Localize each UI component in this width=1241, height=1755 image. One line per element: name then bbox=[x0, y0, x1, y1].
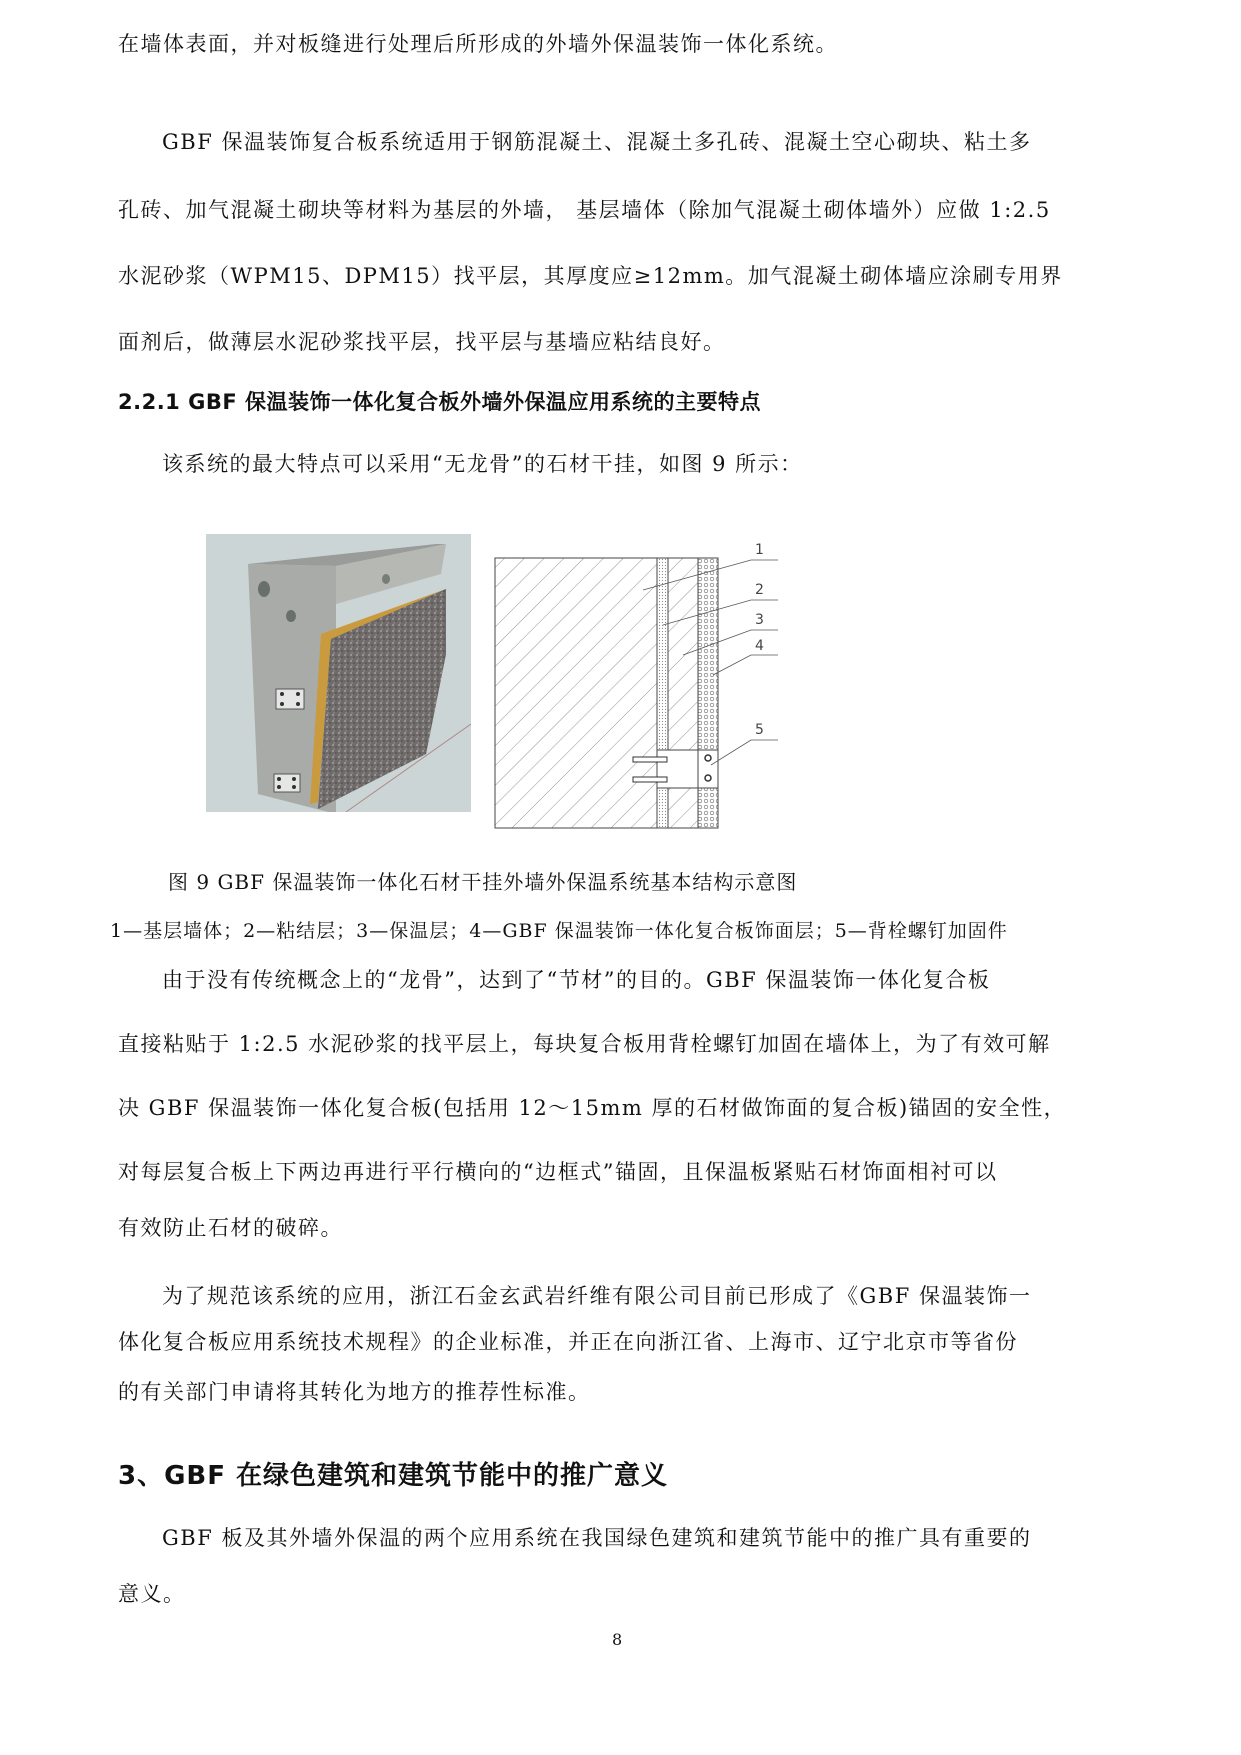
callout-2: 2 bbox=[755, 582, 764, 598]
figure-section-drawing bbox=[493, 510, 793, 830]
paragraph-line: GBF 板及其外墙外保温的两个应用系统在我国绿色建筑和建筑节能中的推广具有重要的 bbox=[162, 1526, 1032, 1550]
section-heading-2-2-1: 2.2.1 GBF 保温装饰一体化复合板外墙外保温应用系统的主要特点 bbox=[118, 390, 761, 414]
paragraph-line: 孔砖、加气混凝土砌块等材料为基层的外墙， 基层墙体（除加气混凝土砌体墙外）应做 1:2.5 bbox=[118, 198, 1051, 222]
callout-5: 5 bbox=[755, 722, 764, 738]
callout-1: 1 bbox=[755, 542, 764, 558]
paragraph-line: 决 GBF 保温装饰一体化复合板(包括用 12～15mm 厚的石材做饰面的复合板)锚固的安全性， bbox=[118, 1096, 1067, 1120]
figure-3d-render bbox=[206, 534, 471, 812]
wall-section-diagram bbox=[493, 510, 793, 830]
paragraph-line: 对每层复合板上下两边再进行平行横向的“边框式”锚固，且保温板紧贴石材饰面相衬可以 bbox=[118, 1160, 998, 1184]
section-heading-3: 3、GBF 在绿色建筑和建筑节能中的推广意义 bbox=[118, 1461, 669, 1491]
paragraph-line: 体化复合板应用系统技术规程》的企业标准，并正在向浙江省、上海市、辽宁北京市等省份 bbox=[118, 1330, 1018, 1354]
paragraph-line: 在墙体表面，并对板缝进行处理后所形成的外墙外保温装饰一体化系统。 bbox=[118, 32, 838, 56]
paragraph-line: 由于没有传统概念上的“龙骨”，达到了“节材”的目的。GBF 保温装饰一体化复合板 bbox=[162, 968, 991, 992]
paragraph-line: 面剂后，做薄层水泥砂浆找平层，找平层与基墙应粘结良好。 bbox=[118, 330, 726, 354]
page-number: 8 bbox=[612, 1630, 623, 1649]
paragraph-line: GBF 保温装饰复合板系统适用于钢筋混凝土、混凝土多孔砖、混凝土空心砌块、粘土多 bbox=[162, 130, 1032, 154]
paragraph-line: 有效防止石材的破碎。 bbox=[118, 1216, 343, 1240]
paragraph-line: 为了规范该系统的应用，浙江石金玄武岩纤维有限公司目前已形成了《GBF 保温装饰一 bbox=[162, 1284, 1032, 1308]
wall-render-illustration bbox=[206, 534, 471, 812]
paragraph-line: 的有关部门申请将其转化为地方的推荐性标准。 bbox=[118, 1380, 591, 1404]
paragraph-line: 该系统的最大特点可以采用“无龙骨”的石材干挂，如图 9 所示： bbox=[162, 452, 803, 476]
paragraph-line: 直接粘贴于 1:2.5 水泥砂浆的找平层上，每块复合板用背栓螺钉加固在墙体上，为了有效可解 bbox=[118, 1032, 1051, 1056]
callout-4: 4 bbox=[755, 638, 764, 654]
paragraph-line: 意义。 bbox=[118, 1582, 186, 1606]
paragraph-line: 水泥砂浆（WPM15、DPM15）找平层，其厚度应≥12mm。加气混凝土砌体墙应涂刷专用界 bbox=[118, 264, 1063, 288]
figure-legend: 1—基层墙体；2—粘结层；3—保温层；4—GBF 保温装饰一体化复合板饰面层；5—背栓螺钉加固件 bbox=[110, 920, 1008, 942]
figure-caption: 图 9 GBF 保温装饰一体化石材干挂外墙外保温系统基本结构示意图 bbox=[168, 870, 798, 894]
callout-3: 3 bbox=[755, 612, 764, 628]
